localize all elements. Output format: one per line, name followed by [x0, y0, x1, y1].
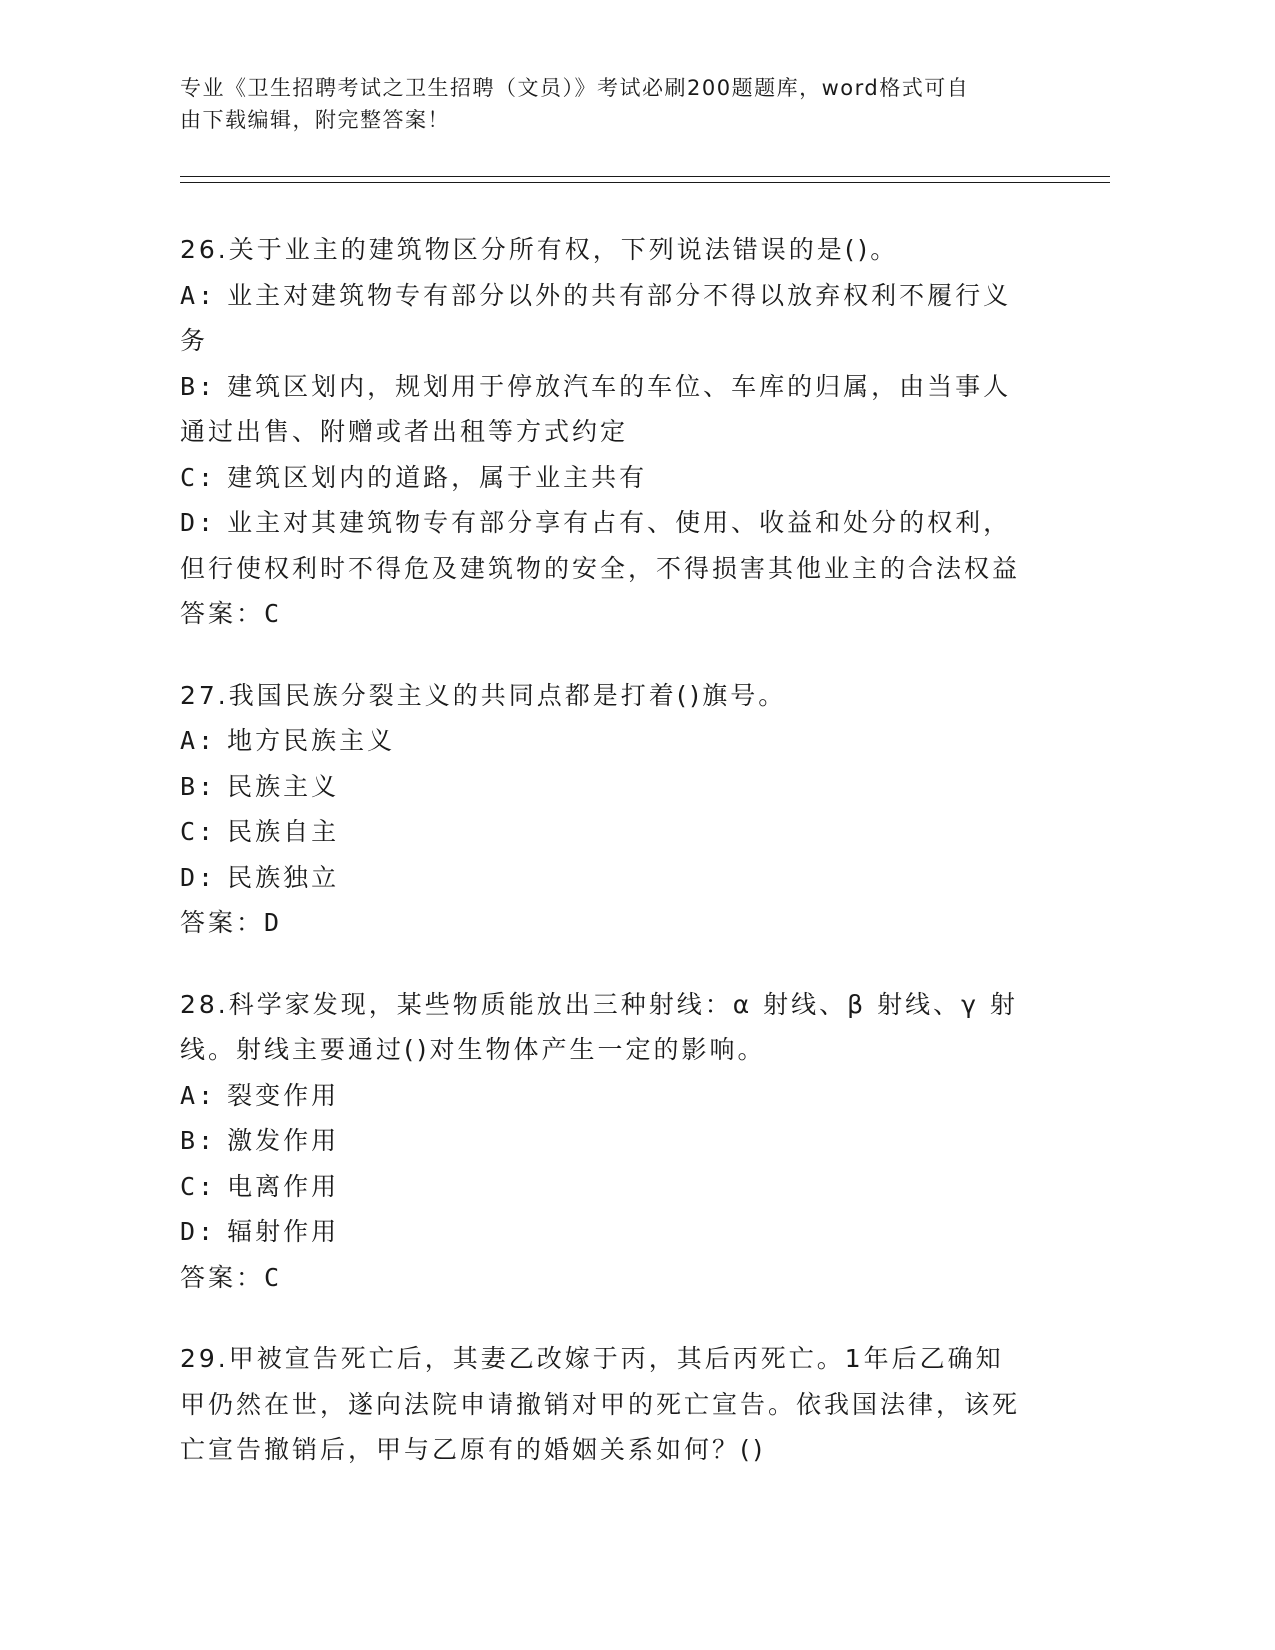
- answer-label: 答案：: [180, 1262, 265, 1292]
- option-d: [180, 500, 1030, 591]
- answer-label: 答案：: [180, 599, 265, 628]
- option-letter: C:: [180, 817, 217, 846]
- answer-line: [180, 591, 1030, 637]
- option-text: 建筑区划内，规划用于停放汽车的车位、车库的归属，由当事人通过出售、附赠或者出租等方式约定: [180, 371, 1012, 446]
- question-text: 28.科学家发现，某些物质能放出三种射线：α 射线、β 射线、γ 射线。射线主要通过()对生物体产生一定的影响。: [180, 989, 1018, 1064]
- option-text: 裂变作用: [227, 1080, 340, 1110]
- question-text: 26.关于业主的建筑物区分所有权，下列说法错误的是()。: [180, 235, 899, 264]
- answer-value: C: [264, 599, 283, 628]
- option-letter: A:: [180, 1080, 217, 1110]
- option-letter: B:: [180, 771, 217, 801]
- question-27: [180, 673, 1030, 946]
- option-letter: C:: [180, 462, 217, 492]
- option-c: [180, 455, 1030, 501]
- option-d: [180, 1209, 1030, 1255]
- option-text: 建筑区划内的道路，属于业主共有: [227, 462, 648, 492]
- question-text: 29.甲被宣告死亡后，其妻乙改嫁于丙，其后丙死亡。1年后乙确知甲仍然在世，遂向法院申请撤销对甲的死亡宣告。依我国法律，该死亡宣告撤销后，甲与乙原有的婚姻关系如何？(): [180, 1344, 1021, 1464]
- document-header: [180, 72, 1040, 136]
- answer-line: [180, 1255, 1030, 1301]
- option-text: 业主对其建筑物专有部分享有占有、使用、收益和处分的权利，但行使权利时不得危及建筑物的安全，不得损害其他业主的合法权益: [180, 508, 1021, 583]
- option-text: 电离作用: [227, 1171, 340, 1201]
- option-letter: D:: [180, 508, 217, 537]
- header-line-2: 由下载编辑，附完整答案！: [180, 108, 450, 132]
- option-text: 辐射作用: [227, 1217, 340, 1246]
- option-b: [180, 764, 1030, 810]
- option-text: 民族独立: [227, 862, 340, 892]
- question-29: [180, 1336, 1030, 1473]
- answer-value: C: [264, 1262, 283, 1292]
- answer-label: 答案：: [180, 908, 265, 937]
- question-text: 27.我国民族分裂主义的共同点都是打着()旗号。: [180, 680, 787, 710]
- option-text: 民族自主: [227, 817, 340, 846]
- question-26: [180, 227, 1030, 637]
- option-letter: B:: [180, 371, 217, 401]
- answer-value: D: [264, 908, 283, 937]
- option-text: 民族主义: [227, 771, 340, 801]
- header-divider: [180, 176, 1110, 183]
- option-text: 激发作用: [227, 1126, 340, 1155]
- option-c: [180, 1164, 1030, 1210]
- option-text: 业主对建筑物专有部分以外的共有部分不得以放弃权利不履行义务: [180, 280, 1012, 355]
- question-list: [180, 227, 1030, 1509]
- answer-line: [180, 900, 1030, 946]
- option-d: [180, 855, 1030, 901]
- option-a: [180, 273, 1030, 364]
- option-a: [180, 1073, 1030, 1119]
- header-line-1: 专业《卫生招聘考试之卫生招聘（文员）》考试必刷200题题库，word格式可自: [180, 76, 970, 100]
- option-text: 地方民族主义: [227, 726, 396, 755]
- question-28: [180, 982, 1030, 1301]
- option-a: [180, 718, 1030, 764]
- option-letter: A:: [180, 726, 217, 755]
- option-letter: A:: [180, 280, 217, 310]
- option-b: [180, 364, 1030, 455]
- option-letter: D:: [180, 1217, 217, 1246]
- option-letter: D:: [180, 862, 217, 892]
- option-letter: B:: [180, 1126, 217, 1155]
- option-c: [180, 809, 1030, 855]
- option-b: [180, 1118, 1030, 1164]
- option-letter: C:: [180, 1171, 217, 1201]
